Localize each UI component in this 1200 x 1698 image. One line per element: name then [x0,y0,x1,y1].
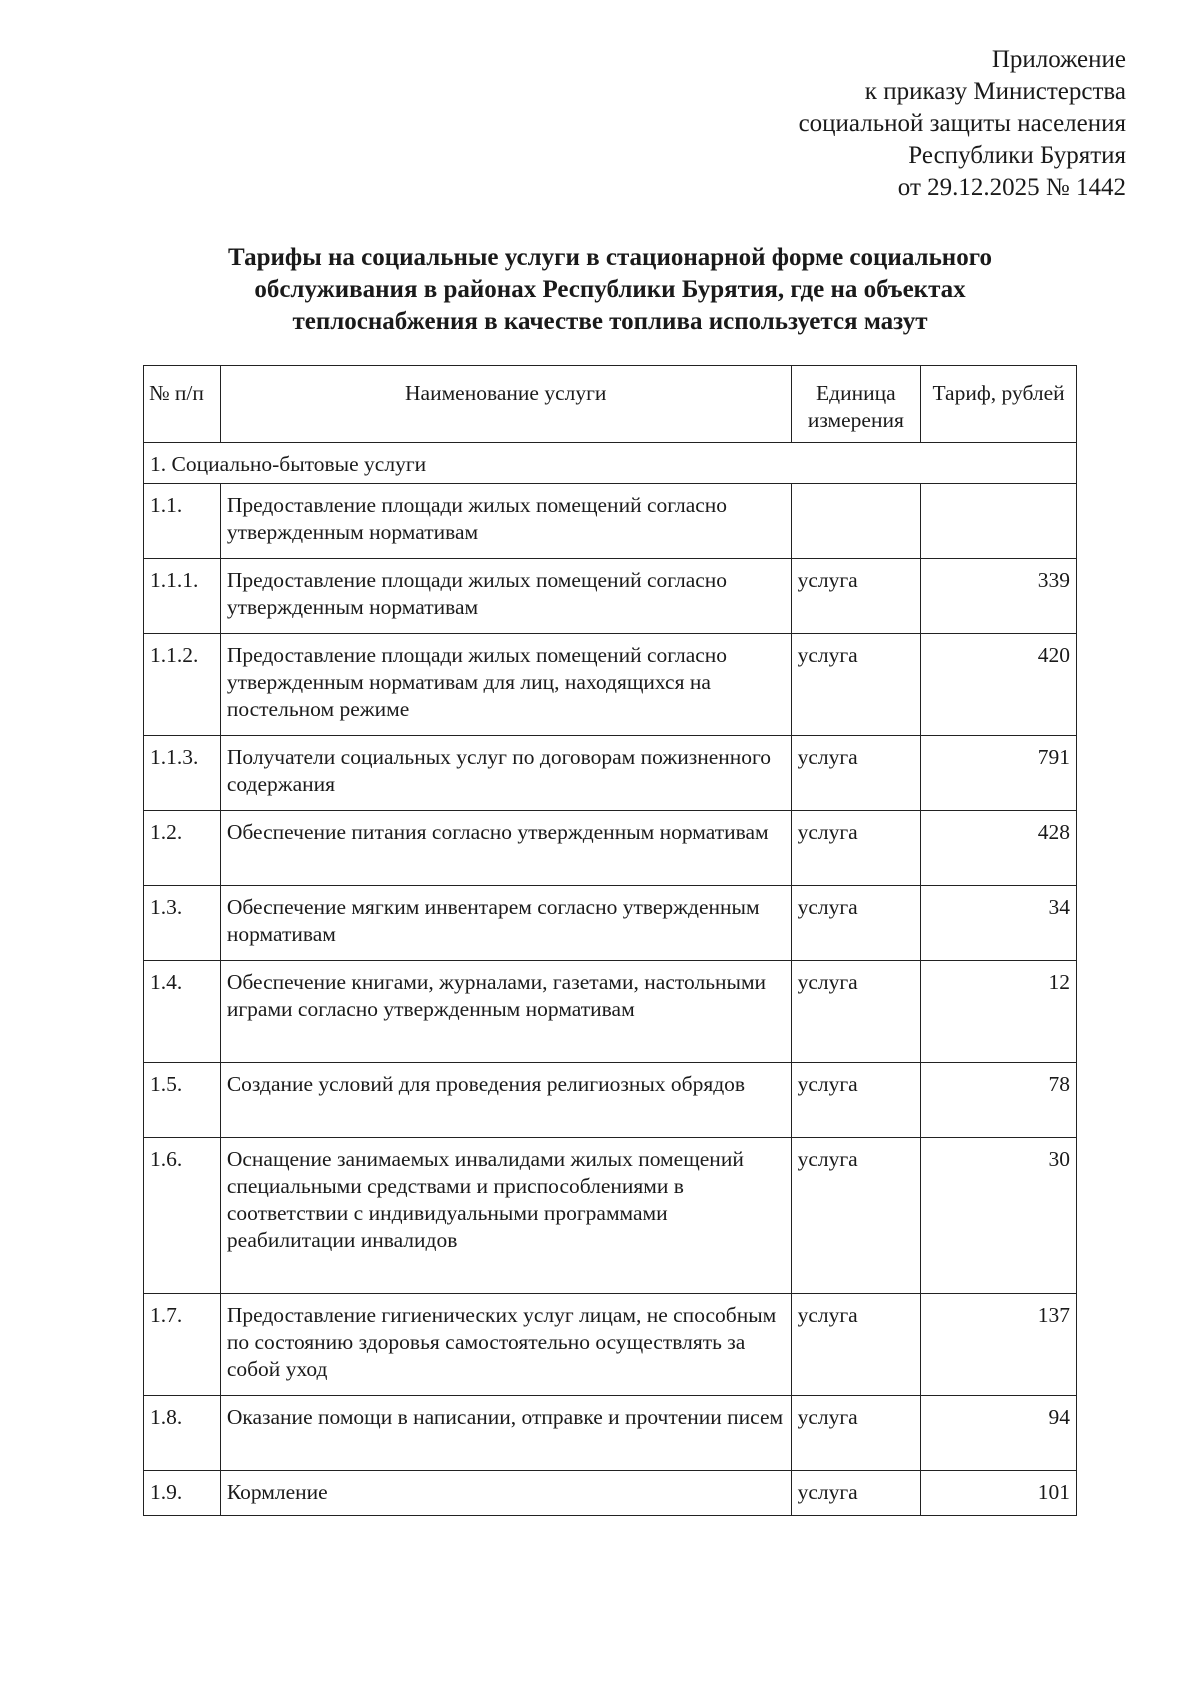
header-price: Тариф, рублей [921,366,1077,443]
table-row [144,886,1077,961]
table-header-row [144,366,1077,443]
table-row [144,1396,1077,1471]
row-number: 1.4. [144,961,221,1063]
row-number: 1.9. [144,1471,221,1516]
row-number: 1.8. [144,1396,221,1471]
tariff-value: 420 [921,634,1077,736]
tariff-value: 791 [921,736,1077,811]
service-name: Получатели социальных услуг по договорам пожизненного содержания [220,736,791,811]
unit-of-measure: услуга [791,736,921,811]
row-number: 1.7. [144,1294,221,1396]
unit-of-measure: услуга [791,1396,921,1471]
row-number: 1.5. [144,1063,221,1138]
unit-of-measure: услуга [791,1294,921,1396]
tariff-value: 12 [921,961,1077,1063]
service-name: Обеспечение книгами, журналами, газетами, настольными играми согласно утвержденным нормативам [220,961,791,1063]
tariff-value [921,484,1077,559]
table-row [144,736,1077,811]
row-number: 1.2. [144,811,221,886]
table-row [144,559,1077,634]
service-name: Предоставление площади жилых помещений согласно утвержденным нормативам [220,559,791,634]
row-number: 1.1. [144,484,221,559]
service-name: Предоставление площади жилых помещений согласно утвержденным нормативам для лиц, находящихся на постельном режиме [220,634,791,736]
header-name: Наименование услуги [220,366,791,443]
unit-of-measure: услуга [791,961,921,1063]
appendix-line: социальной защиты населения [798,110,1126,137]
unit-of-measure: услуга [791,1063,921,1138]
title-line: обслуживания в районах Республики Бурятия, где на объектах [254,276,966,303]
table-row [144,1294,1077,1396]
table-row [144,811,1077,886]
unit-of-measure: услуга [791,811,921,886]
table-row [144,1138,1077,1294]
table-row [144,961,1077,1063]
row-number: 1.1.1. [144,559,221,634]
section-title: 1. Социально-бытовые услуги [144,443,1077,484]
service-name: Оказание помощи в написании, отправке и прочтении писем [220,1396,791,1471]
tariff-value: 428 [921,811,1077,886]
service-name: Обеспечение питания согласно утвержденным нормативам [220,811,791,886]
header-unit: Единица измерения [791,366,921,443]
tariff-value: 30 [921,1138,1077,1294]
tariff-value: 34 [921,886,1077,961]
service-name: Предоставление площади жилых помещений согласно утвержденным нормативам [220,484,791,559]
unit-of-measure: услуга [791,634,921,736]
appendix-line: к приказу Министерства [864,78,1126,105]
row-number: 1.6. [144,1138,221,1294]
appendix-line: Республики Бурятия [908,142,1126,169]
service-name: Предоставление гигиенических услуг лицам, не способным по состоянию здоровья самостоятельно осуществлять за собой уход [220,1294,791,1396]
unit-of-measure: услуга [791,559,921,634]
unit-of-measure: услуга [791,1138,921,1294]
row-number: 1.1.2. [144,634,221,736]
table-row [144,1471,1077,1516]
document-title [150,242,1070,338]
unit-of-measure: услуга [791,886,921,961]
row-number: 1.1.3. [144,736,221,811]
service-name: Кормление [220,1471,791,1516]
title-line: теплоснабжения в качестве топлива используется мазут [292,308,928,335]
tariff-value: 78 [921,1063,1077,1138]
tariff-value: 137 [921,1294,1077,1396]
appendix-line: Приложение [991,46,1126,73]
service-name: Оснащение занимаемых инвалидами жилых помещений специальными средствами и приспособлениями в соответствии с индивидуальными программами реабилитации инвалидов [220,1138,791,1294]
row-number: 1.3. [144,886,221,961]
unit-of-measure: услуга [791,1471,921,1516]
tariffs-table [143,365,1077,1516]
section-row [144,443,1077,484]
title-line: Тарифы на социальные услуги в стационарной форме социального [228,244,992,271]
tariff-value: 94 [921,1396,1077,1471]
table-row [144,484,1077,559]
tariff-value: 339 [921,559,1077,634]
service-name: Обеспечение мягким инвентарем согласно утвержденным нормативам [220,886,791,961]
table-row [144,1063,1077,1138]
table-row [144,634,1077,736]
service-name: Создание условий для проведения религиозных обрядов [220,1063,791,1138]
unit-of-measure [791,484,921,559]
appendix-header [799,44,1126,204]
appendix-line: от 29.12.2025 № 1442 [897,174,1126,201]
header-num: № п/п [144,366,221,443]
tariff-value: 101 [921,1471,1077,1516]
